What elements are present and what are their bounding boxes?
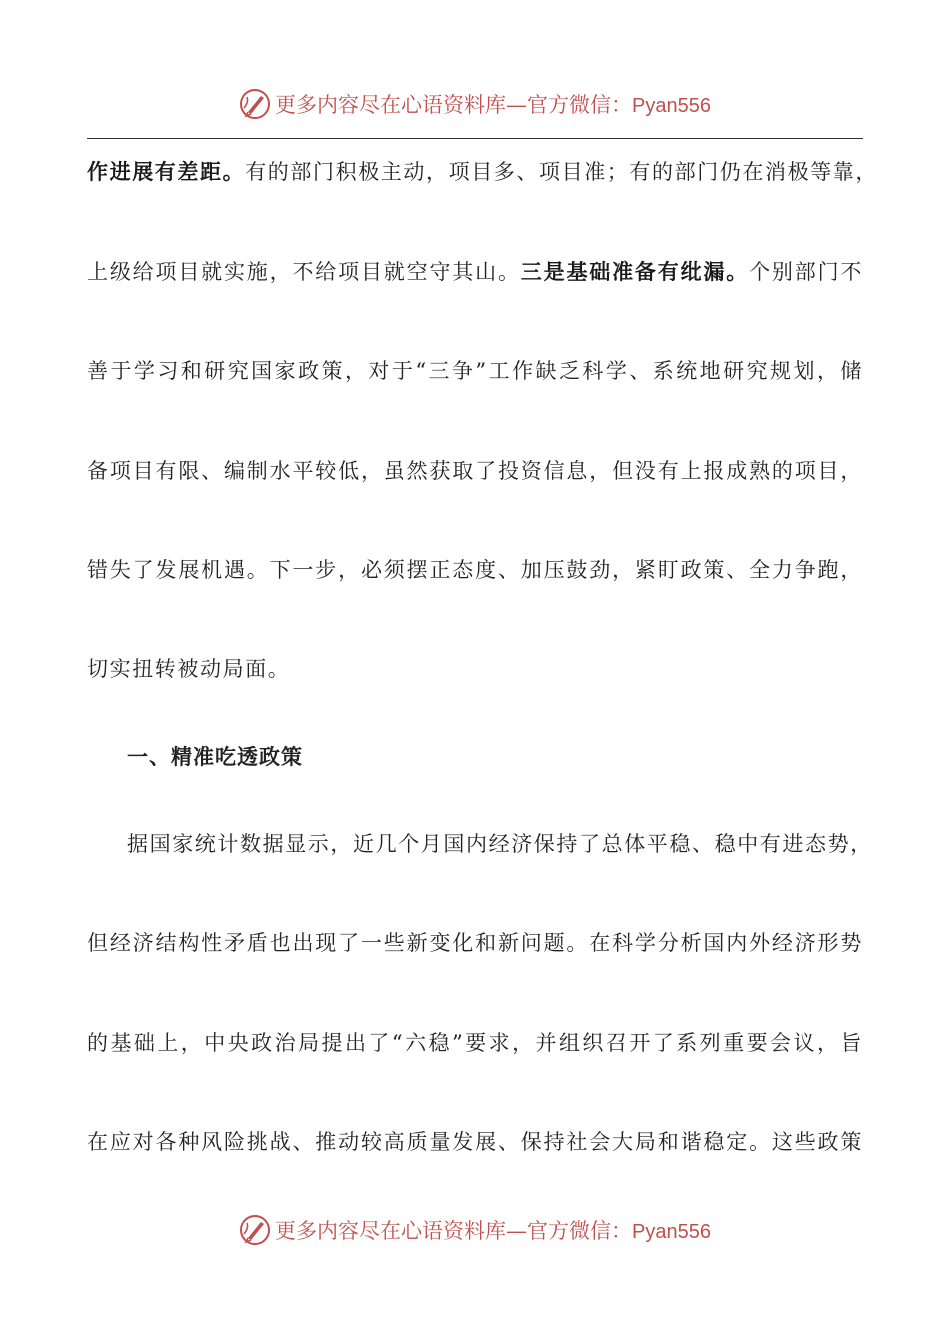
header-banner-brand: Pyan556: [632, 95, 711, 117]
footer-banner-brand: Pyan556: [632, 1221, 711, 1243]
para2-line-1: 据国家统计数据显示，近几个月国内经济保持了总体平稳、稳中有进态势，: [127, 832, 873, 856]
header-banner-text: 更多内容尽在心语资料库—官方微信：Pyan556: [275, 93, 711, 117]
body-line-3: 善于学习和研究国家政策，对于“三争”工作缺乏科学、系统地研究规划，储: [87, 359, 863, 383]
footer-banner-text: 更多内容尽在心语资料库—官方微信：Pyan556: [275, 1219, 711, 1243]
bold-phrase-1: 作进展有差距。: [87, 159, 246, 184]
section-heading: 一、精准吃透政策: [127, 744, 303, 769]
body-line-2: 上级给项目就实施，不给项目就空守其山。三是基础准备有纰漏。个别部门不: [87, 259, 864, 284]
para2-line-3: 的基础上，中央政治局提出了“六稳”要求，并组织召开了系列重要会议，旨: [87, 1031, 863, 1055]
body-line-4: 备项目有限、编制水平较低，虽然获取了投资信息，但没有上报成熟的项目，: [87, 459, 863, 483]
body-line-6: 切实扭转被动局面。: [87, 657, 291, 681]
header-divider: [87, 138, 863, 139]
body-line-5: 错失了发展机遇。下一步，必须摆正态度、加压鼓劲，紧盯政策、全力争跑，: [87, 558, 863, 582]
para2-line-2: 但经济结构性矛盾也出现了一些新变化和新问题。在科学分析国内外经济形势: [87, 931, 863, 955]
bold-phrase-2: 三是基础准备有纰漏。: [520, 259, 750, 284]
quill-pen-logo-icon: [239, 88, 271, 120]
footer-banner: [0, 1210, 950, 1250]
header-banner: [0, 84, 950, 124]
body-line-1: 作进展有差距。有的部门积极主动，项目多、项目准；有的部门仍在消极等靠，: [87, 159, 879, 184]
para2-line-4: 在应对各种风险挑战、推动较高质量发展、保持社会大局和谐稳定。这些政策: [87, 1130, 863, 1154]
quill-pen-logo-icon: [239, 1214, 271, 1246]
